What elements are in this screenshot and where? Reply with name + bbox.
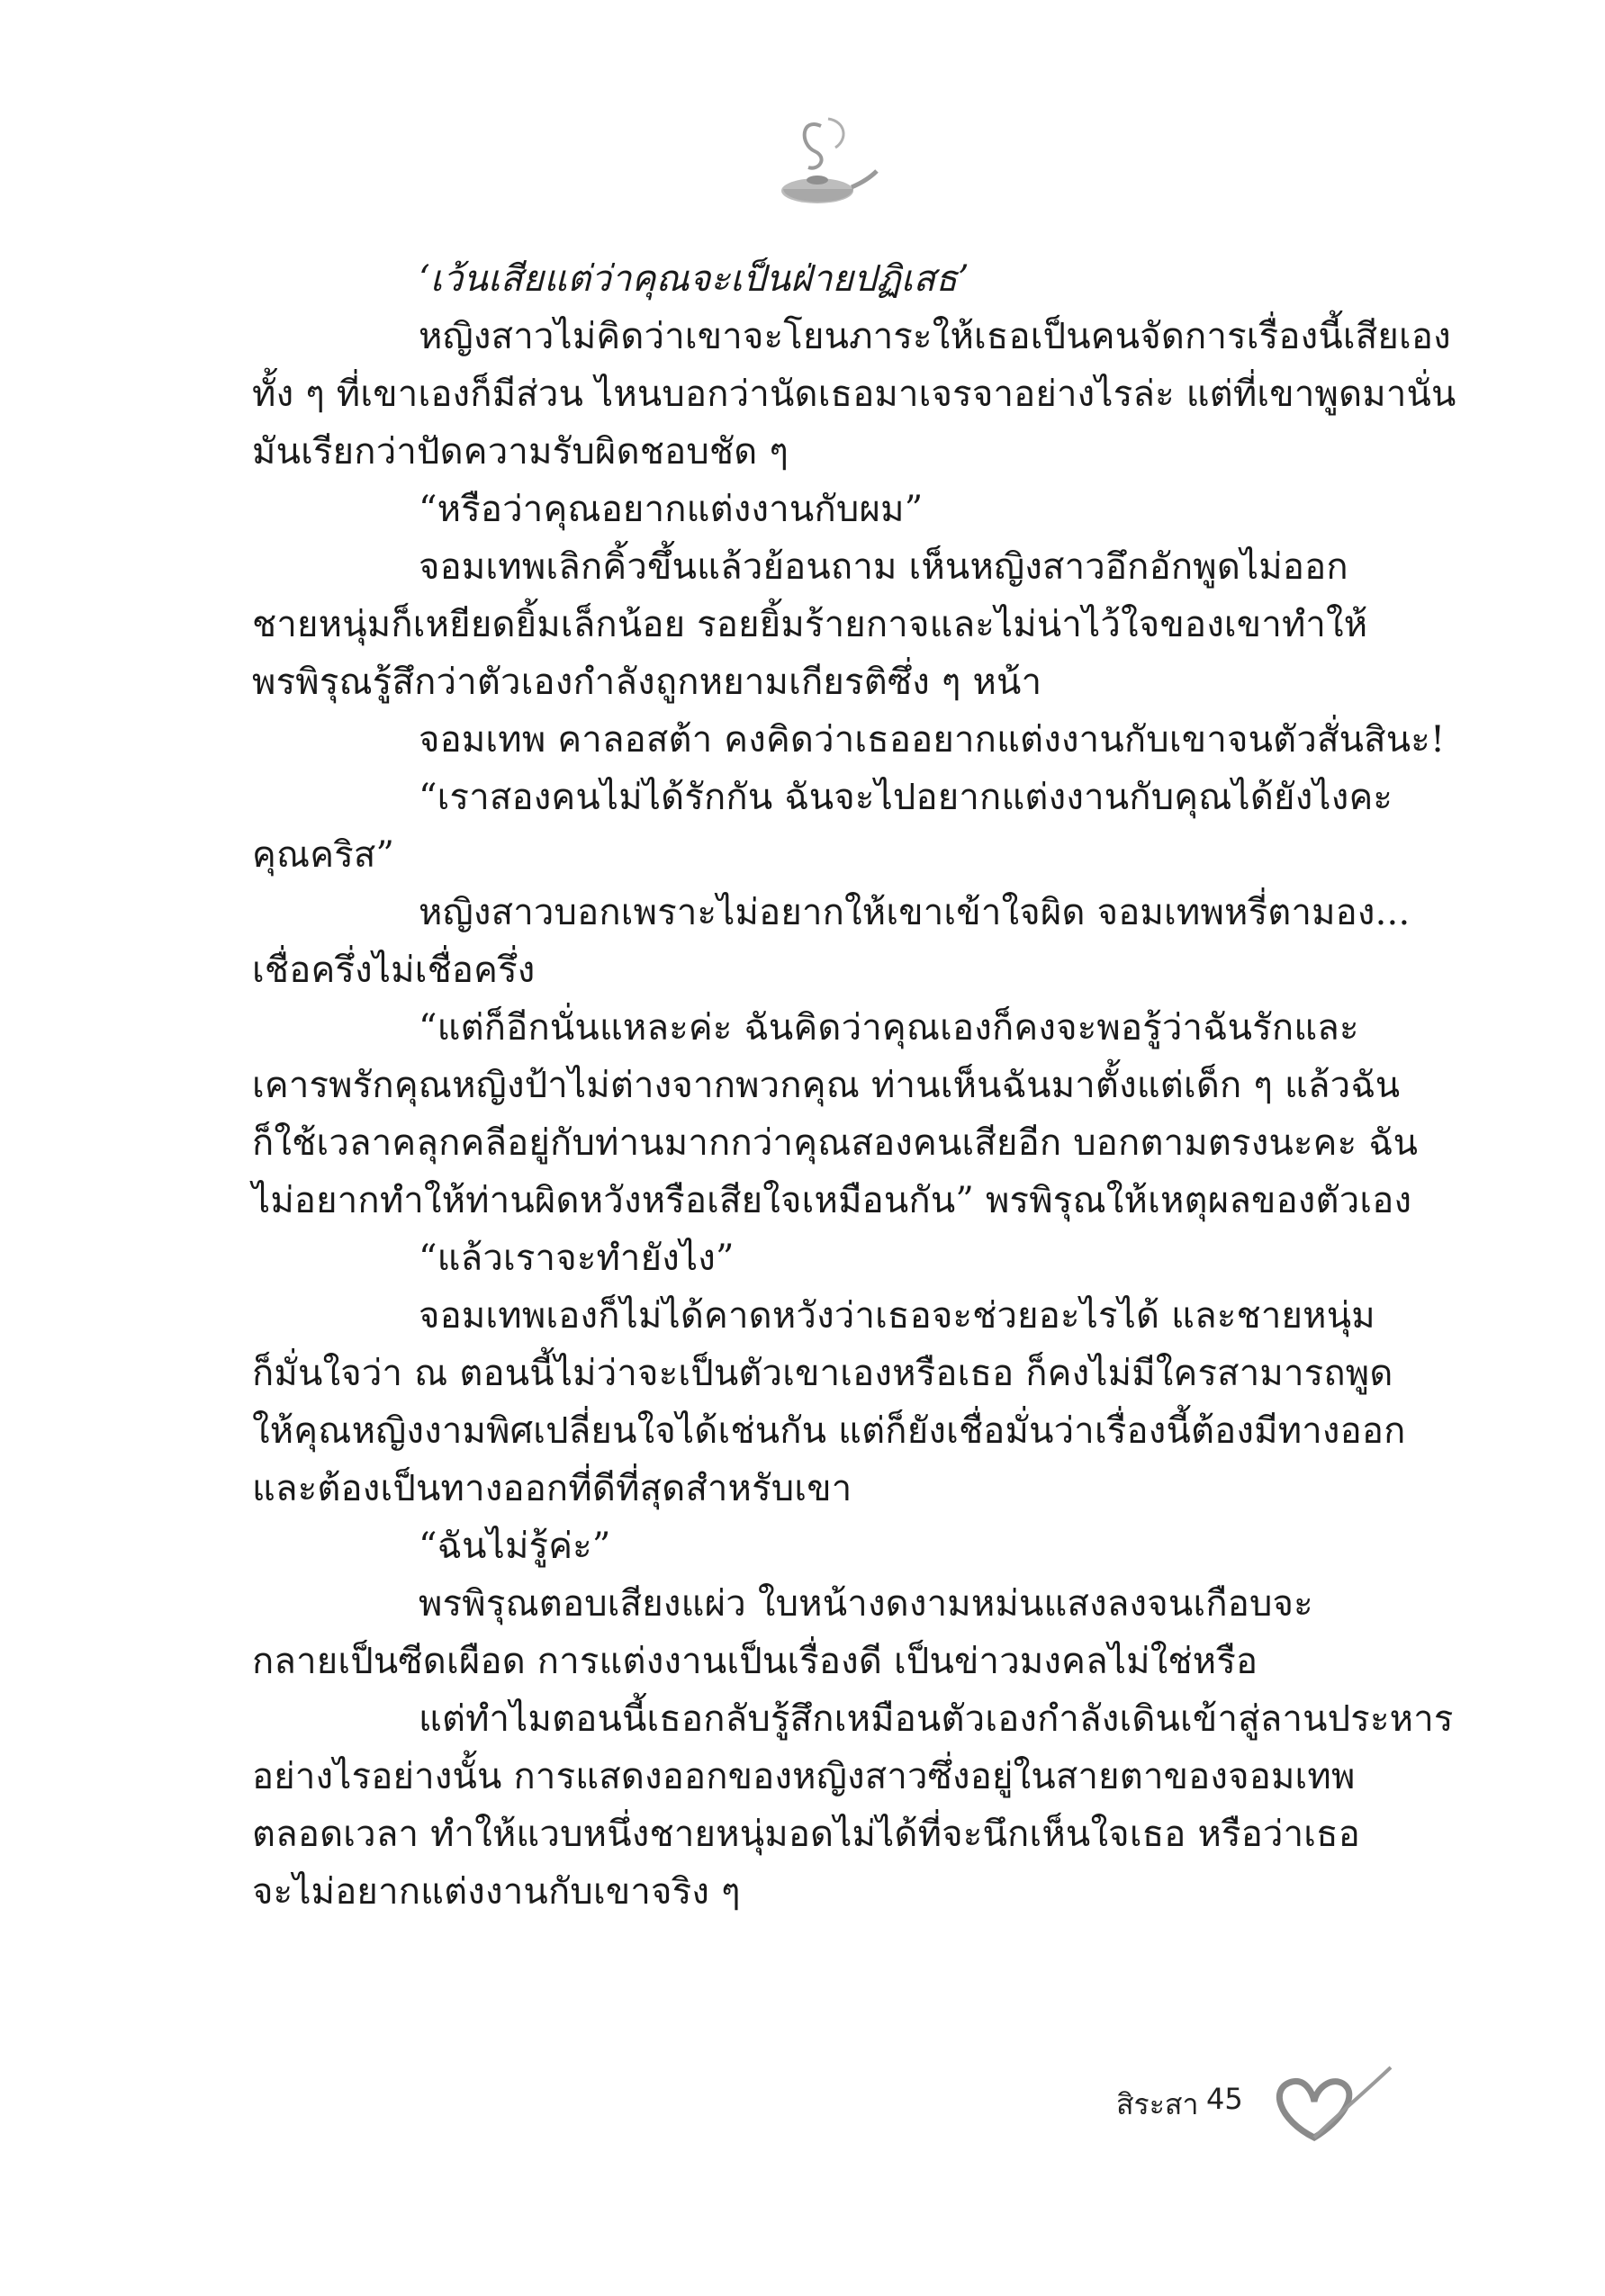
text-line: พรพิรุณตอบเสียงแผ่ว ใบหน้างดงามหม่นแสงลงจนเกือบจะ xyxy=(419,1583,1313,1625)
text-line: “ฉันไม่รู้ค่ะ” xyxy=(419,1526,611,1567)
page-footer xyxy=(1116,2057,1413,2165)
heart-flourish-icon xyxy=(1260,2057,1395,2156)
text-line: “แต่ก็อีกนั่นแหละค่ะ ฉันคิดว่าคุณเองก็คงจะพอรู้ว่าฉันรักและ xyxy=(419,1007,1359,1049)
text-line: และต้องเป็นทางออกที่ดีที่สุดสำหรับเขา xyxy=(252,1468,852,1509)
text-line: อย่างไรอย่างนั้น การแสดงออกของหญิงสาวซึ่งอยู่ในสายตาของจอมเทพ xyxy=(252,1756,1356,1797)
text-line: กลายเป็นซีดเผือด การแต่งงานเป็นเรื่องดี เป็นข่าวมงคลไม่ใช่หรือ xyxy=(252,1641,1258,1682)
text-line: ‘เว้นเสียแต่ว่าคุณจะเป็นฝ่ายปฏิเสธ’ xyxy=(419,258,969,300)
text-line: ทั้ง ๆ ที่เขาเองก็มีส่วน ไหนบอกว่านัดเธอมาเจรจาอย่างไรล่ะ แต่ที่เขาพูดมานั่น xyxy=(252,374,1456,415)
text-line: พรพิรุณรู้สึกว่าตัวเองกำลังถูกหยามเกียรติซึ่ง ๆ หน้า xyxy=(252,662,1042,703)
text-line: ให้คุณหญิงงามพิศเปลี่ยนใจได้เช่นกัน แต่ก็ยังเชื่อมั่นว่าเรื่องนี้ต้องมีทางออก xyxy=(252,1410,1406,1452)
page-number: 45 xyxy=(1206,2082,1243,2116)
genie-lamp-icon xyxy=(765,108,882,225)
text-line: หญิงสาวไม่คิดว่าเขาจะโยนภาระให้เธอเป็นคนจัดการเรื่องนี้เสียเอง xyxy=(419,316,1451,357)
author-name: สิระสา xyxy=(1116,2087,1199,2121)
text-line: หญิงสาวบอกเพราะไม่อยากให้เขาเข้าใจผิด จอมเทพหรี่ตามอง... xyxy=(419,892,1411,933)
text-line: จอมเทพเลิกคิ้วขึ้นแล้วย้อนถาม เห็นหญิงสาวอึกอักพูดไม่ออก xyxy=(419,546,1348,588)
text-line: แต่ทำไมตอนนี้เธอกลับรู้สึกเหมือนตัวเองกำลังเดินเข้าสู่ลานประหาร xyxy=(419,1698,1454,1740)
text-line: “เราสองคนไม่ได้รักกัน ฉันจะไปอยากแต่งงานกับคุณได้ยังไงคะ xyxy=(419,777,1393,818)
text-line: จอมเทพเองก็ไม่ได้คาดหวังว่าเธอจะช่วยอะไรได้ และชายหนุ่ม xyxy=(419,1295,1375,1337)
text-line: เชื่อครึ่งไม่เชื่อครึ่ง xyxy=(252,950,536,991)
text-line: ชายหนุ่มก็เหยียดยิ้มเล็กน้อย รอยยิ้มร้ายกาจและไม่น่าไว้ใจของเขาทำให้ xyxy=(252,604,1368,645)
text-line: จะไม่อยากแต่งงานกับเขาจริง ๆ xyxy=(252,1871,741,1913)
text-line: จอมเทพ คาลอสต้า คงคิดว่าเธออยากแต่งงานกับเขาจนตัวสั่นสินะ! xyxy=(419,719,1446,761)
text-line: ตลอดเวลา ทำให้แวบหนึ่งชายหนุ่มอดไม่ได้ที่จะนึกเห็นใจเธอ หรือว่าเธอ xyxy=(252,1814,1360,1855)
text-line: เคารพรักคุณหญิงป้าไม่ต่างจากพวกคุณ ท่านเห็นฉันมาตั้งแต่เด็ก ๆ แล้วฉัน xyxy=(252,1065,1401,1106)
text-line: ก็มั่นใจว่า ณ ตอนนี้ไม่ว่าจะเป็นตัวเขาเองหรือเธอ ก็คงไม่มีใครสามารถพูด xyxy=(252,1353,1393,1394)
text-line: “แล้วเราจะทำยังไง” xyxy=(419,1238,735,1279)
text-line: ไม่อยากทำให้ท่านผิดหวังหรือเสียใจเหมือนกัน” พรพิรุณให้เหตุผลของตัวเอง xyxy=(252,1180,1412,1221)
text-line: ก็ใช้เวลาคลุกคลีอยู่กับท่านมากกว่าคุณสองคนเสียอีก บอกตามตรงนะคะ ฉัน xyxy=(252,1122,1419,1164)
text-line: “หรือว่าคุณอยากแต่งงานกับผม” xyxy=(419,489,924,530)
text-line: คุณคริส” xyxy=(252,834,395,876)
text-line: มันเรียกว่าปัดความรับผิดชอบชัด ๆ xyxy=(252,431,789,473)
